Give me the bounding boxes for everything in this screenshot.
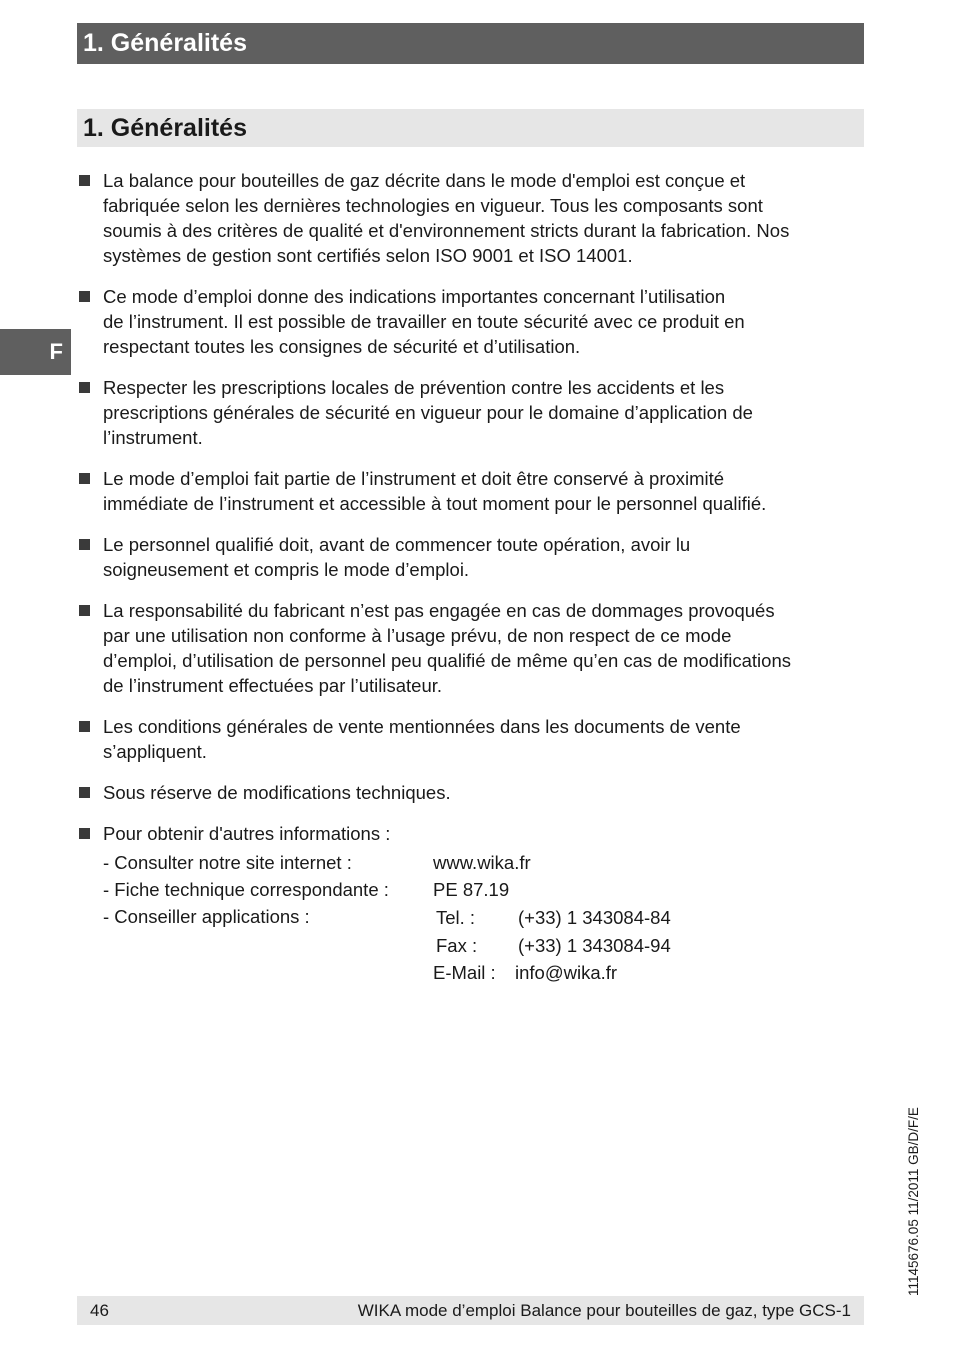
bullet-line: La responsabilité du fabricant n’est pas engagée en cas de dommages provoqués [103,600,775,621]
bullet-line: Le personnel qualifié doit, avant de commencer toute opération, avoir lu [103,534,691,555]
bullet-line: de l’instrument. Il est possible de travailler en toute sécurité avec ce produit en [103,311,745,332]
contact-block [103,846,803,983]
bullet-square-icon [79,787,90,798]
bullet-line: Respecter les prescriptions locales de prévention contre les accidents et les [103,377,725,398]
bullet-line: soumis à des critères de qualité et d'environnement stricts durant la fabrication. Nos [103,220,790,241]
tel-label: Tel. : [436,907,476,928]
datasheet-label: - Fiche technique correspondante : [103,879,389,900]
website-link[interactable]: www.wika.fr [433,852,531,873]
bullet-line: immédiate de l’instrument et accessible à tout moment pour le personnel qualifié. [103,493,767,514]
document-code: 11145676.05 11/2011 GB/D/F/E [906,1107,921,1296]
bullet-line: Ce mode d’emploi donne des indications importantes concernant l’utilisation [103,286,726,307]
bullet-line: La balance pour bouteilles de gaz décrite dans le mode d'emploi est conçue et [103,170,746,191]
contact-intro: Pour obtenir d'autres informations : [103,823,391,844]
bullet-line: l’instrument. [103,427,203,448]
bullet-square-icon [79,721,90,732]
bullet-item [77,780,867,805]
bullet-item [77,375,867,450]
bullet-line: respectant toutes les consignes de sécurité et d’utilisation. [103,336,581,357]
bullet-line: Le mode d’emploi fait partie de l’instrument et doit être conservé à proximité [103,468,725,489]
page-header: 1. Généralités [77,23,864,64]
email-label: E-Mail : [433,962,496,983]
bullet-line: s’appliquent. [103,741,207,762]
bullet-item [77,168,867,268]
bullet-item [77,466,867,516]
bullet-item [77,532,867,582]
language-tab: F [0,329,71,375]
bullet-item [77,284,867,359]
bullet-square-icon [79,291,90,302]
bullet-list [77,168,867,994]
section-title: 1. Généralités [77,109,864,147]
page-number: 46 [90,1301,109,1320]
bullet-line: prescriptions générales de sécurité en vigueur pour le domaine d’application de [103,402,753,423]
website-label: - Consulter notre site internet : [103,852,352,873]
bullet-square-icon [79,605,90,616]
bullet-line: d’emploi, d’utilisation de personnel peu qualifié de même qu’en cas de modifications [103,650,791,671]
footer-title: WIKA mode d’emploi Balance pour bouteilles de gaz, type GCS-1 [357,1301,851,1320]
bullet-square-icon [79,473,90,484]
bullet-square-icon [79,382,90,393]
fax-label: Fax : [436,935,478,956]
bullet-item [77,714,867,764]
bullet-line: de l’instrument effectuées par l’utilisateur. [103,675,443,696]
datasheet-value: PE 87.19 [433,879,510,900]
bullet-line: soigneusement et compris le mode d’emploi. [103,559,470,580]
bullet-item [77,598,867,698]
bullet-line: par une utilisation non conforme à l’usage prévu, de non respect de ce mode [103,625,732,646]
bullet-line: fabriquée selon les dernières technologies en vigueur. Tous les composants sont [103,195,763,216]
fax-value: (+33) 1 343084-94 [518,935,671,956]
contact-info-item [77,821,867,983]
bullet-square-icon [79,828,90,839]
email-link[interactable]: info@wika.fr [515,962,618,983]
page-footer [77,1296,864,1325]
bullet-square-icon [79,175,90,186]
advisor-label: - Conseiller applications : [103,906,310,927]
bullet-line: systèmes de gestion sont certifiés selon ISO 9001 et ISO 14001. [103,245,633,266]
bullet-line: Sous réserve de modifications techniques. [103,782,451,803]
tel-value: (+33) 1 343084-84 [518,907,671,928]
bullet-line: Les conditions générales de vente mentionnées dans les documents de vente [103,716,741,737]
bullet-square-icon [79,539,90,550]
